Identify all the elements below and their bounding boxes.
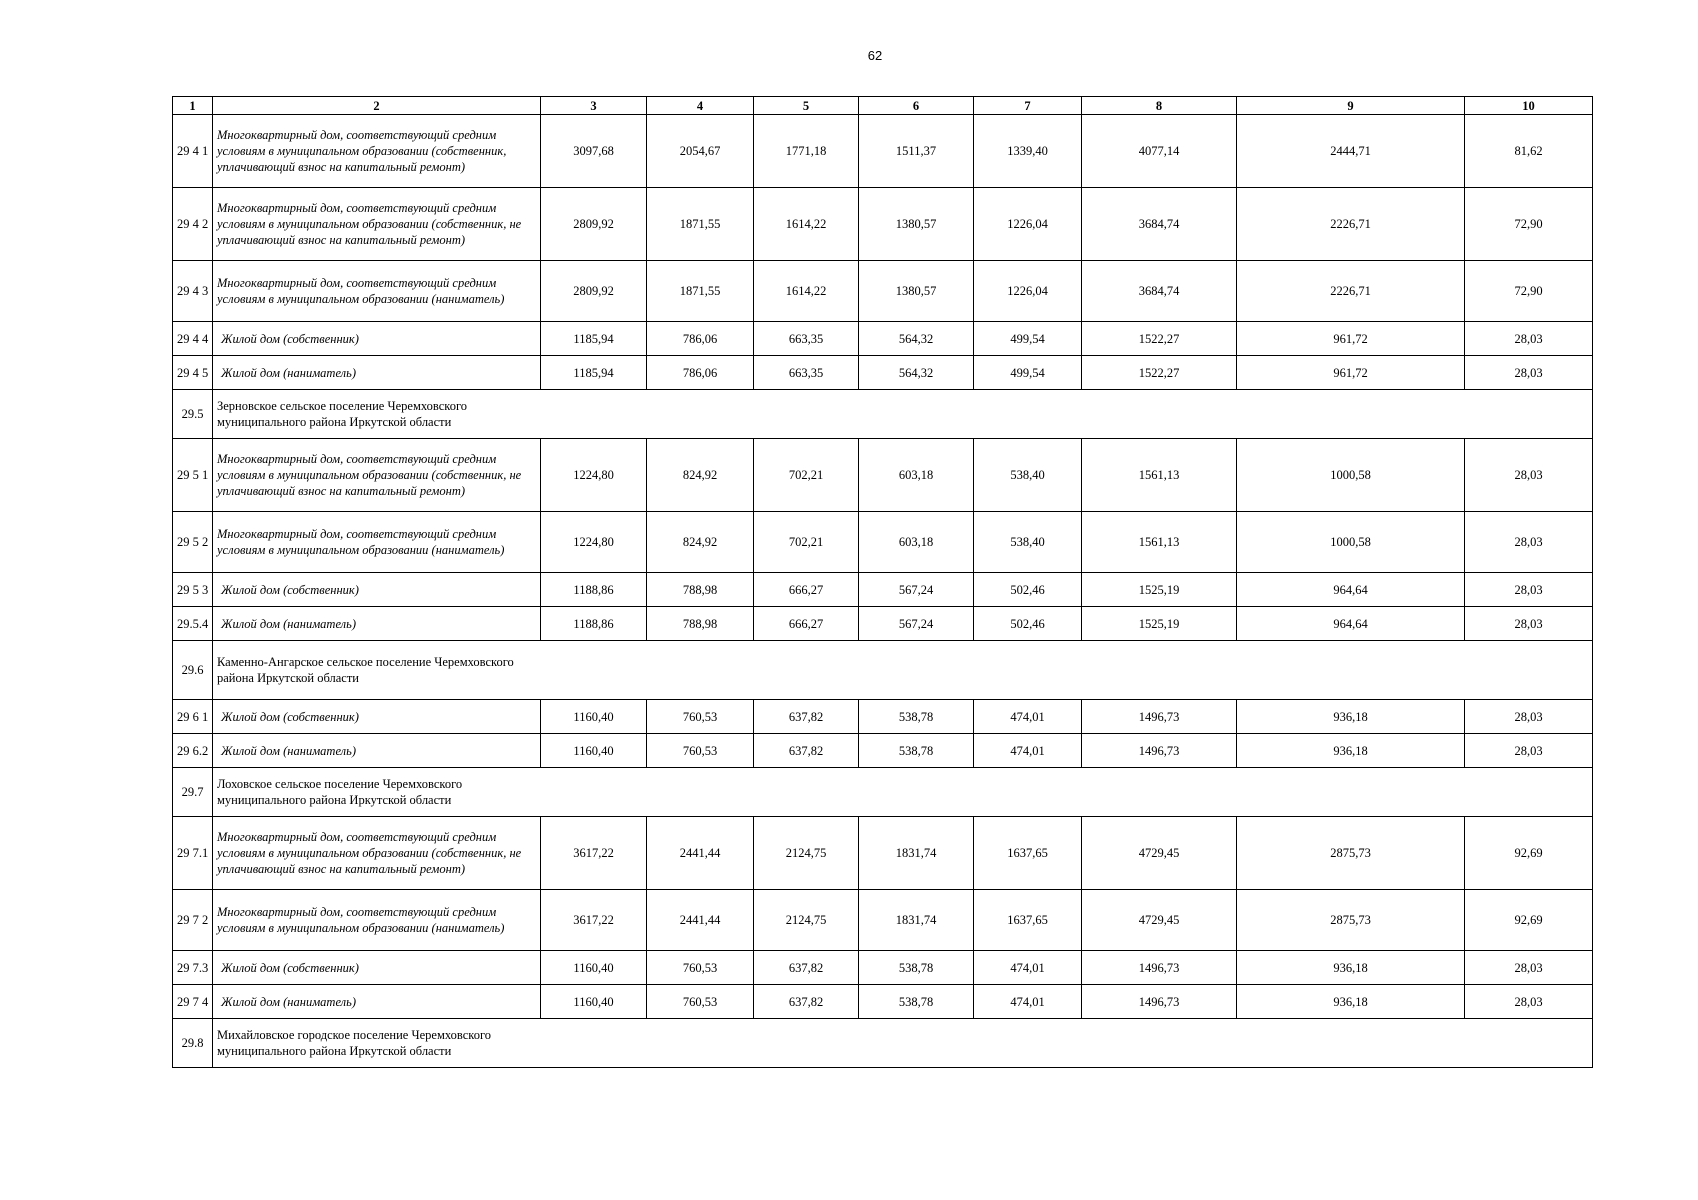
value-cell-3: 1188,86 xyxy=(541,573,647,607)
value-cell-3: 1188,86 xyxy=(541,607,647,641)
value-cell-6: 538,78 xyxy=(859,985,974,1019)
value-cell-7: 499,54 xyxy=(974,322,1082,356)
row-description: Жилой дом (собственник) xyxy=(213,573,541,607)
value-cell-9: 936,18 xyxy=(1237,700,1465,734)
section-index: 29.7 xyxy=(173,768,213,817)
value-cell-7: 1637,65 xyxy=(974,817,1082,890)
value-cell-6: 1831,74 xyxy=(859,890,974,951)
section-row xyxy=(173,641,1593,700)
row-description: Многоквартирный дом, соответствующий средним условиям в муниципальном образовании (наниматель) xyxy=(213,512,541,573)
row-description: Жилой дом (собственник) xyxy=(213,951,541,985)
row-index: 29 7.1 xyxy=(173,817,213,890)
value-cell-4: 786,06 xyxy=(647,356,754,390)
value-cell-5: 2124,75 xyxy=(754,817,859,890)
section-index: 29.8 xyxy=(173,1019,213,1068)
row-index: 29 5 3 xyxy=(173,573,213,607)
value-cell-10: 28,03 xyxy=(1465,734,1593,768)
section-name xyxy=(213,768,1593,817)
value-cell-10: 28,03 xyxy=(1465,439,1593,512)
row-index: 29 7 2 xyxy=(173,890,213,951)
table-row xyxy=(173,817,1593,890)
value-cell-4: 2441,44 xyxy=(647,890,754,951)
value-cell-10: 72,90 xyxy=(1465,188,1593,261)
row-index: 29 6.2 xyxy=(173,734,213,768)
value-cell-9: 936,18 xyxy=(1237,985,1465,1019)
value-cell-9: 1000,58 xyxy=(1237,439,1465,512)
value-cell-4: 788,98 xyxy=(647,573,754,607)
value-cell-4: 788,98 xyxy=(647,607,754,641)
value-cell-9: 2226,71 xyxy=(1237,261,1465,322)
section-name xyxy=(213,641,1593,700)
value-cell-3: 1224,80 xyxy=(541,439,647,512)
value-cell-7: 1226,04 xyxy=(974,188,1082,261)
value-cell-4: 760,53 xyxy=(647,700,754,734)
value-cell-4: 2441,44 xyxy=(647,817,754,890)
row-description: Жилой дом (собственник) xyxy=(213,322,541,356)
value-cell-7: 1339,40 xyxy=(974,115,1082,188)
value-cell-3: 3617,22 xyxy=(541,817,647,890)
row-index: 29 5 1 xyxy=(173,439,213,512)
value-cell-9: 961,72 xyxy=(1237,322,1465,356)
value-cell-4: 824,92 xyxy=(647,512,754,573)
table-row xyxy=(173,322,1593,356)
value-cell-8: 1525,19 xyxy=(1082,607,1237,641)
value-cell-10: 28,03 xyxy=(1465,951,1593,985)
value-cell-4: 824,92 xyxy=(647,439,754,512)
value-cell-4: 760,53 xyxy=(647,951,754,985)
row-index: 29 4 4 xyxy=(173,322,213,356)
row-index: 29 6 1 xyxy=(173,700,213,734)
value-cell-6: 1380,57 xyxy=(859,188,974,261)
value-cell-6: 538,78 xyxy=(859,734,974,768)
table-row xyxy=(173,734,1593,768)
value-cell-10: 28,03 xyxy=(1465,356,1593,390)
value-cell-7: 502,46 xyxy=(974,573,1082,607)
value-cell-10: 72,90 xyxy=(1465,261,1593,322)
value-cell-6: 538,78 xyxy=(859,951,974,985)
table-row xyxy=(173,261,1593,322)
value-cell-6: 564,32 xyxy=(859,322,974,356)
value-cell-9: 964,64 xyxy=(1237,573,1465,607)
row-description: Многоквартирный дом, соответствующий средним условиям в муниципальном образовании (наниматель) xyxy=(213,890,541,951)
value-cell-9: 936,18 xyxy=(1237,951,1465,985)
value-cell-3: 2809,92 xyxy=(541,188,647,261)
row-description: Жилой дом (собственник) xyxy=(213,700,541,734)
value-cell-10: 28,03 xyxy=(1465,512,1593,573)
table-row xyxy=(173,439,1593,512)
value-cell-9: 2875,73 xyxy=(1237,890,1465,951)
row-description: Жилой дом (наниматель) xyxy=(213,734,541,768)
value-cell-8: 1496,73 xyxy=(1082,700,1237,734)
column-header: 8 xyxy=(1082,97,1237,115)
section-name-text: Зерновское сельское поселение Черемховского муниципального района Иркутской области xyxy=(217,399,468,429)
value-cell-7: 474,01 xyxy=(974,734,1082,768)
value-cell-8: 1522,27 xyxy=(1082,322,1237,356)
tariff-table xyxy=(172,96,1593,1068)
value-cell-8: 1496,73 xyxy=(1082,734,1237,768)
section-row xyxy=(173,390,1593,439)
value-cell-3: 1160,40 xyxy=(541,700,647,734)
table-row xyxy=(173,890,1593,951)
row-index: 29 4 1 xyxy=(173,115,213,188)
row-description: Многоквартирный дом, соответствующий средним условиям в муниципальном образовании (собственник, не уплачивающий взнос на капитальный ремонт) xyxy=(213,817,541,890)
value-cell-3: 1160,40 xyxy=(541,951,647,985)
column-header: 10 xyxy=(1465,97,1593,115)
value-cell-7: 538,40 xyxy=(974,439,1082,512)
value-cell-8: 3684,74 xyxy=(1082,261,1237,322)
value-cell-8: 1522,27 xyxy=(1082,356,1237,390)
table-row xyxy=(173,356,1593,390)
value-cell-5: 637,82 xyxy=(754,700,859,734)
value-cell-9: 2444,71 xyxy=(1237,115,1465,188)
section-row xyxy=(173,1019,1593,1068)
value-cell-6: 538,78 xyxy=(859,700,974,734)
row-index: 29 4 5 xyxy=(173,356,213,390)
value-cell-3: 1185,94 xyxy=(541,322,647,356)
value-cell-5: 1771,18 xyxy=(754,115,859,188)
value-cell-9: 2226,71 xyxy=(1237,188,1465,261)
value-cell-7: 1637,65 xyxy=(974,890,1082,951)
column-header: 3 xyxy=(541,97,647,115)
column-header: 1 xyxy=(173,97,213,115)
row-index: 29 7.3 xyxy=(173,951,213,985)
row-description: Многоквартирный дом, соответствующий средним условиям в муниципальном образовании (собственник, не уплачивающий взнос на капитальный ремонт) xyxy=(213,439,541,512)
value-cell-5: 637,82 xyxy=(754,734,859,768)
value-cell-5: 666,27 xyxy=(754,607,859,641)
value-cell-10: 28,03 xyxy=(1465,322,1593,356)
value-cell-3: 1224,80 xyxy=(541,512,647,573)
value-cell-8: 4077,14 xyxy=(1082,115,1237,188)
value-cell-3: 3617,22 xyxy=(541,890,647,951)
value-cell-6: 1831,74 xyxy=(859,817,974,890)
table-row xyxy=(173,985,1593,1019)
value-cell-7: 474,01 xyxy=(974,700,1082,734)
value-cell-5: 702,21 xyxy=(754,439,859,512)
value-cell-7: 474,01 xyxy=(974,951,1082,985)
value-cell-9: 2875,73 xyxy=(1237,817,1465,890)
column-header: 7 xyxy=(974,97,1082,115)
section-index: 29.6 xyxy=(173,641,213,700)
value-cell-6: 603,18 xyxy=(859,439,974,512)
value-cell-4: 1871,55 xyxy=(647,261,754,322)
value-cell-8: 4729,45 xyxy=(1082,817,1237,890)
section-name xyxy=(213,1019,1593,1068)
value-cell-8: 3684,74 xyxy=(1082,188,1237,261)
column-header: 4 xyxy=(647,97,754,115)
section-name-text: Каменно-Ангарское сельское поселение Черемховского района Иркутской области xyxy=(217,655,514,685)
value-cell-10: 28,03 xyxy=(1465,700,1593,734)
value-cell-5: 637,82 xyxy=(754,951,859,985)
value-cell-3: 1160,40 xyxy=(541,985,647,1019)
value-cell-6: 1511,37 xyxy=(859,115,974,188)
value-cell-4: 760,53 xyxy=(647,734,754,768)
row-index: 29 4 2 xyxy=(173,188,213,261)
column-header: 9 xyxy=(1237,97,1465,115)
value-cell-7: 1226,04 xyxy=(974,261,1082,322)
column-header: 2 xyxy=(213,97,541,115)
row-index: 29 7 4 xyxy=(173,985,213,1019)
value-cell-3: 2809,92 xyxy=(541,261,647,322)
value-cell-4: 760,53 xyxy=(647,985,754,1019)
value-cell-9: 961,72 xyxy=(1237,356,1465,390)
value-cell-5: 2124,75 xyxy=(754,890,859,951)
value-cell-5: 663,35 xyxy=(754,322,859,356)
value-cell-3: 1185,94 xyxy=(541,356,647,390)
value-cell-8: 1561,13 xyxy=(1082,439,1237,512)
value-cell-10: 28,03 xyxy=(1465,573,1593,607)
table-body xyxy=(173,115,1593,1068)
section-row xyxy=(173,768,1593,817)
row-index: 29 5 2 xyxy=(173,512,213,573)
value-cell-8: 1496,73 xyxy=(1082,951,1237,985)
table-row xyxy=(173,115,1593,188)
value-cell-7: 538,40 xyxy=(974,512,1082,573)
value-cell-6: 567,24 xyxy=(859,573,974,607)
column-header: 5 xyxy=(754,97,859,115)
row-description: Многоквартирный дом, соответствующий средним условиям в муниципальном образовании (собственник, не уплачивающий взнос на капитальный ремонт) xyxy=(213,188,541,261)
value-cell-7: 474,01 xyxy=(974,985,1082,1019)
value-cell-5: 1614,22 xyxy=(754,188,859,261)
row-description: Многоквартирный дом, соответствующий средним условиям в муниципальном образовании (наниматель) xyxy=(213,261,541,322)
value-cell-8: 4729,45 xyxy=(1082,890,1237,951)
page-number: 62 xyxy=(867,48,883,63)
row-description: Жилой дом (наниматель) xyxy=(213,985,541,1019)
table-row xyxy=(173,188,1593,261)
value-cell-8: 1561,13 xyxy=(1082,512,1237,573)
section-index: 29.5 xyxy=(173,390,213,439)
header-row xyxy=(173,97,1593,115)
value-cell-6: 603,18 xyxy=(859,512,974,573)
value-cell-3: 1160,40 xyxy=(541,734,647,768)
value-cell-10: 92,69 xyxy=(1465,890,1593,951)
value-cell-6: 564,32 xyxy=(859,356,974,390)
value-cell-8: 1525,19 xyxy=(1082,573,1237,607)
value-cell-6: 567,24 xyxy=(859,607,974,641)
value-cell-5: 666,27 xyxy=(754,573,859,607)
value-cell-10: 28,03 xyxy=(1465,985,1593,1019)
value-cell-9: 936,18 xyxy=(1237,734,1465,768)
value-cell-9: 964,64 xyxy=(1237,607,1465,641)
section-name xyxy=(213,390,1593,439)
value-cell-5: 702,21 xyxy=(754,512,859,573)
value-cell-4: 786,06 xyxy=(647,322,754,356)
table-row xyxy=(173,700,1593,734)
value-cell-10: 28,03 xyxy=(1465,607,1593,641)
row-description: Жилой дом (наниматель) xyxy=(213,607,541,641)
value-cell-4: 1871,55 xyxy=(647,188,754,261)
value-cell-7: 499,54 xyxy=(974,356,1082,390)
value-cell-5: 1614,22 xyxy=(754,261,859,322)
row-description: Жилой дом (наниматель) xyxy=(213,356,541,390)
value-cell-5: 663,35 xyxy=(754,356,859,390)
row-description: Многоквартирный дом, соответствующий средним условиям в муниципальном образовании (собственник, уплачивающий взнос на капитальный ремонт) xyxy=(213,115,541,188)
value-cell-7: 502,46 xyxy=(974,607,1082,641)
row-index: 29 4 3 xyxy=(173,261,213,322)
value-cell-10: 92,69 xyxy=(1465,817,1593,890)
row-index: 29.5.4 xyxy=(173,607,213,641)
value-cell-8: 1496,73 xyxy=(1082,985,1237,1019)
section-name-text: Михайловское городское поселение Черемховского муниципального района Иркутской области xyxy=(217,1028,492,1058)
table-row xyxy=(173,573,1593,607)
table-row xyxy=(173,512,1593,573)
column-header: 6 xyxy=(859,97,974,115)
value-cell-4: 2054,67 xyxy=(647,115,754,188)
value-cell-5: 637,82 xyxy=(754,985,859,1019)
value-cell-10: 81,62 xyxy=(1465,115,1593,188)
table-row xyxy=(173,951,1593,985)
value-cell-9: 1000,58 xyxy=(1237,512,1465,573)
table-row xyxy=(173,607,1593,641)
section-name-text: Лоховское сельское поселение Черемховского муниципального района Иркутской области xyxy=(217,777,463,807)
value-cell-6: 1380,57 xyxy=(859,261,974,322)
value-cell-3: 3097,68 xyxy=(541,115,647,188)
